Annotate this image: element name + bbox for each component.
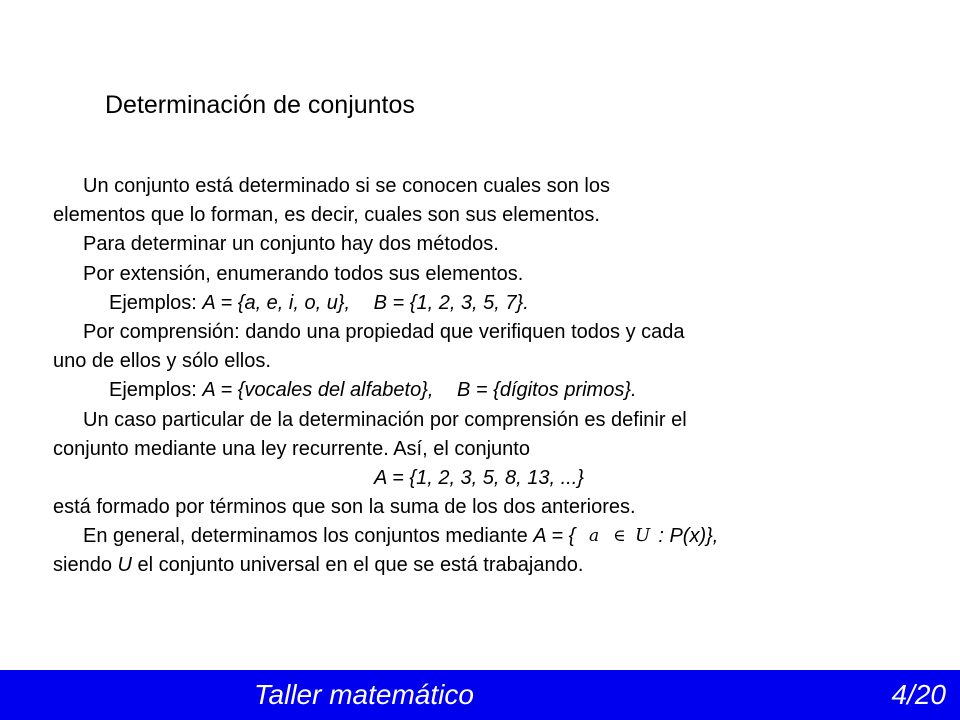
footer-bar [0,670,960,720]
paragraph-line [53,551,913,580]
paragraph-line: conjunto mediante una ley recurrente. Así, el conjunto [53,437,530,460]
svg-text:∈: ∈ [613,526,626,547]
example-set-a: A = {vocales del alfabeto}, [202,379,434,402]
universal-set-symbol: U [117,554,132,577]
slide-body [53,172,913,581]
element-of-formula-image [575,524,658,546]
example-label: Ejemplos: [109,379,197,402]
example-label: Ejemplos: [109,291,197,314]
page-number: 4/20 [891,679,946,710]
paragraph-line: uno de ellos y sólo ellos. [53,350,271,373]
text-run: siendo [53,554,112,577]
example-set-b: B = {1, 2, 3, 5, 7}. [373,291,529,314]
set-notation-open: A = { [533,525,576,548]
example-set-b: B = {dígitos primos}. [457,379,637,402]
example-line [53,289,913,318]
paragraph-line [53,522,913,551]
paragraph-line: Un conjunto está determinado si se conocen cuales son los [83,175,610,197]
set-notation-close: : P(x)}, [658,525,719,548]
recurrent-formula: A = {1, 2, 3, 5, 8, 13, ...} [374,466,584,489]
svg-text:U: U [635,525,651,547]
slide-title: Determinación de conjuntos [105,91,415,119]
paragraph-line: está formado por términos que son la suma de los dos anteriores. [53,496,636,519]
example-set-a: A = {a, e, i, o, u}, [202,291,351,314]
paragraph-line: Un caso particular de la determinación por comprensión es definir el [83,408,687,431]
example-line [53,376,913,405]
footer-title: Taller matemático [254,679,474,710]
paragraph-line: Por comprensión: dando una propiedad que verifiquen todos y cada [83,320,685,343]
paragraph-line: Para determinar un conjunto hay dos métodos. [83,233,499,256]
text-run: En general, determinamos los conjuntos mediante [83,525,528,548]
paragraph-line: elementos que lo forman, es decir, cuales son sus elementos. [53,204,600,227]
paragraph-line: Por extensión, enumerando todos sus elementos. [83,262,524,285]
svg-text:a: a [589,526,600,547]
text-run: el conjunto universal en el que se está trabajando. [137,554,584,577]
